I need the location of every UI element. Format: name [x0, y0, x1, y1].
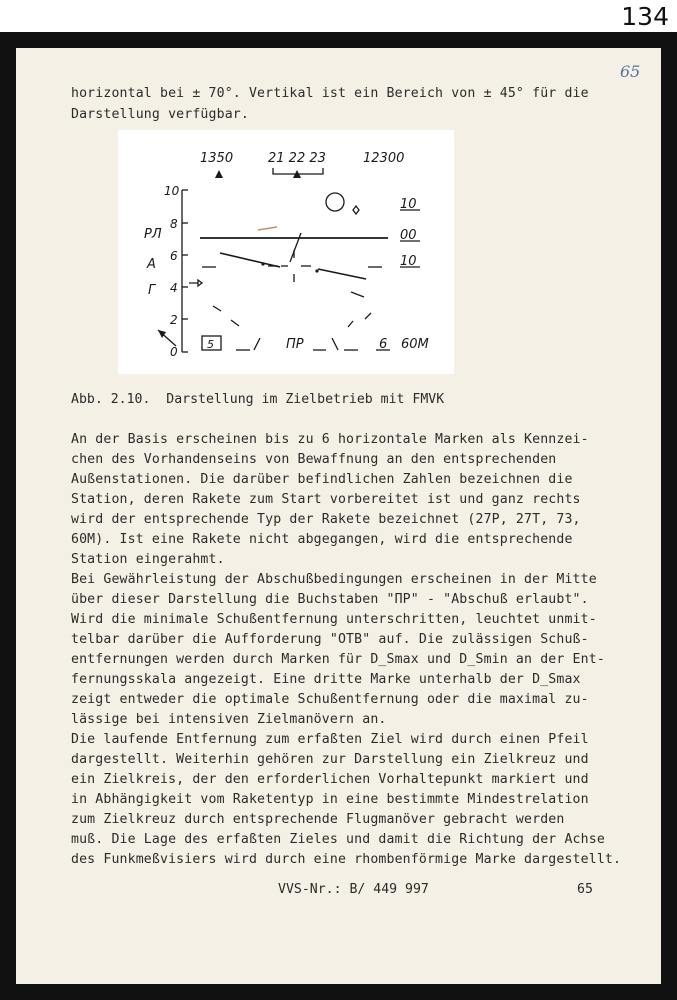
right-value-10: 10	[400, 197, 417, 212]
scale-label: 2	[170, 313, 178, 327]
text-line: horizontal bei ± 70°. Vertikal ist ein Bereich von ± 45° für die	[71, 86, 589, 101]
body-line: telbar darüber die Aufforderung "ОТВ" auf. Die zulässigen Schuß-	[71, 632, 589, 647]
scale-label: 0	[170, 345, 178, 359]
handwritten-page-number: 65	[620, 62, 641, 81]
body-line: Außenstationen. Die darüber befindlichen Zahlen bezeichnen die	[71, 472, 573, 487]
body-line: An der Basis erscheinen bis zu 6 horizontale Marken als Kennzei-	[71, 432, 589, 447]
body-line: 60M). Ist eine Rakete nicht abgegangen, wird die entsprechende	[71, 532, 573, 547]
footer-page-number: 65	[577, 882, 593, 897]
figure-caption: Abb. 2.10. Darstellung im Zielbetrieb mit FMVK	[71, 392, 445, 407]
body-line: zum Zielkreuz durch entsprechende Flugmanöver gebracht werden	[71, 812, 565, 827]
launch-permitted-label: ПР	[286, 337, 304, 352]
body-line: fernungsskala angezeigt. Eine dritte Marke unterhalb der D_Smax	[71, 672, 581, 687]
body-line: ein Zielkreis, der den erforderlichen Vorhaltepunkt markiert und	[71, 772, 589, 787]
body-line: Station eingerahmt.	[71, 552, 225, 567]
red-pencil-mark	[258, 227, 277, 230]
missile-station-number: 6	[379, 337, 388, 352]
body-line: Wird die minimale Schußentfernung unterschritten, leuchtet unmit-	[71, 612, 597, 627]
hud-diagram	[118, 130, 454, 374]
station-box-number: 5	[207, 338, 214, 351]
top-mid-values: 21 22 23	[268, 151, 326, 166]
body-line: zeigt entweder die optimale Schußentfernung oder die maximal zu-	[71, 692, 589, 707]
top-left-value: 1350	[200, 151, 234, 166]
wing-line-left	[220, 253, 280, 267]
body-line: Station, deren Rakete zum Start vorbereitet ist und ganz rechts	[71, 492, 581, 507]
body-line: in Abhängigkeit vom Raketentyp in eine bestimmte Mindestrelation	[71, 792, 589, 807]
aim-circle	[326, 193, 344, 211]
body-line: entfernungen werden durch Marken für D_Smax und D_Smin an der Ent-	[71, 652, 605, 667]
body-line: dargestellt. Weiterhin gehören zur Darstellung ein Zielkreuz und	[71, 752, 589, 767]
body-line: chen des Vorhandenseins von Bewaffnung an den entsprechenden	[71, 452, 557, 467]
footer-document-number: VVS-Nr.: B/ 449 997	[278, 882, 429, 897]
wing-dot	[261, 262, 264, 265]
top-right-value: 12300	[363, 151, 405, 166]
body-line: lässige bei intensiven Zielmanövern an.	[71, 712, 387, 727]
scale-label: 6	[170, 249, 178, 263]
station-mark-slash	[332, 338, 338, 350]
left-letter: A	[147, 257, 156, 272]
left-letter: Г	[148, 283, 156, 298]
body-line: wird der entsprechende Typ der Rakete bezeichnet (27P, 27T, 73,	[71, 512, 581, 527]
wing-line-right	[318, 269, 366, 279]
body-line: Bei Gewährleistung der Abschußbedingungen erscheinen in der Mitte	[71, 572, 597, 587]
range-arc-mark	[351, 292, 364, 297]
wing-dot	[315, 269, 318, 272]
scale-label: 10	[164, 184, 180, 198]
range-arc-mark	[213, 306, 221, 311]
left-letter: РЛ	[144, 227, 162, 242]
scale-label: 8	[170, 217, 178, 231]
right-value-10: 10	[400, 254, 417, 269]
range-arc-mark	[365, 313, 371, 319]
station-mark-slash	[254, 338, 260, 350]
corner-page-number: 134	[621, 2, 669, 31]
scale-label: 4	[170, 281, 178, 295]
right-value-00: 00	[400, 228, 417, 243]
hud-figure	[118, 130, 454, 374]
range-arc-mark	[231, 320, 239, 326]
heading-marker-left	[215, 170, 223, 178]
body-line: des Funkmeßvisiers wird durch eine rhombenförmige Marke dargestellt.	[71, 852, 622, 867]
missile-type-label: 60M	[401, 337, 429, 352]
body-line: Die laufende Entfernung zum erfaßten Ziel wird durch einen Pfeil	[71, 732, 589, 747]
text-line: Darstellung verfügbar.	[71, 107, 249, 122]
body-line: muß. Die Lage des erfaßten Zieles und damit die Richtung der Achse	[71, 832, 605, 847]
range-arc-mark	[348, 321, 353, 327]
target-diamond	[353, 206, 359, 214]
range-arrow-marker	[189, 280, 202, 286]
body-line: über dieser Darstellung die Buchstaben "ПР" - "Abschuß erlaubt".	[71, 592, 589, 607]
